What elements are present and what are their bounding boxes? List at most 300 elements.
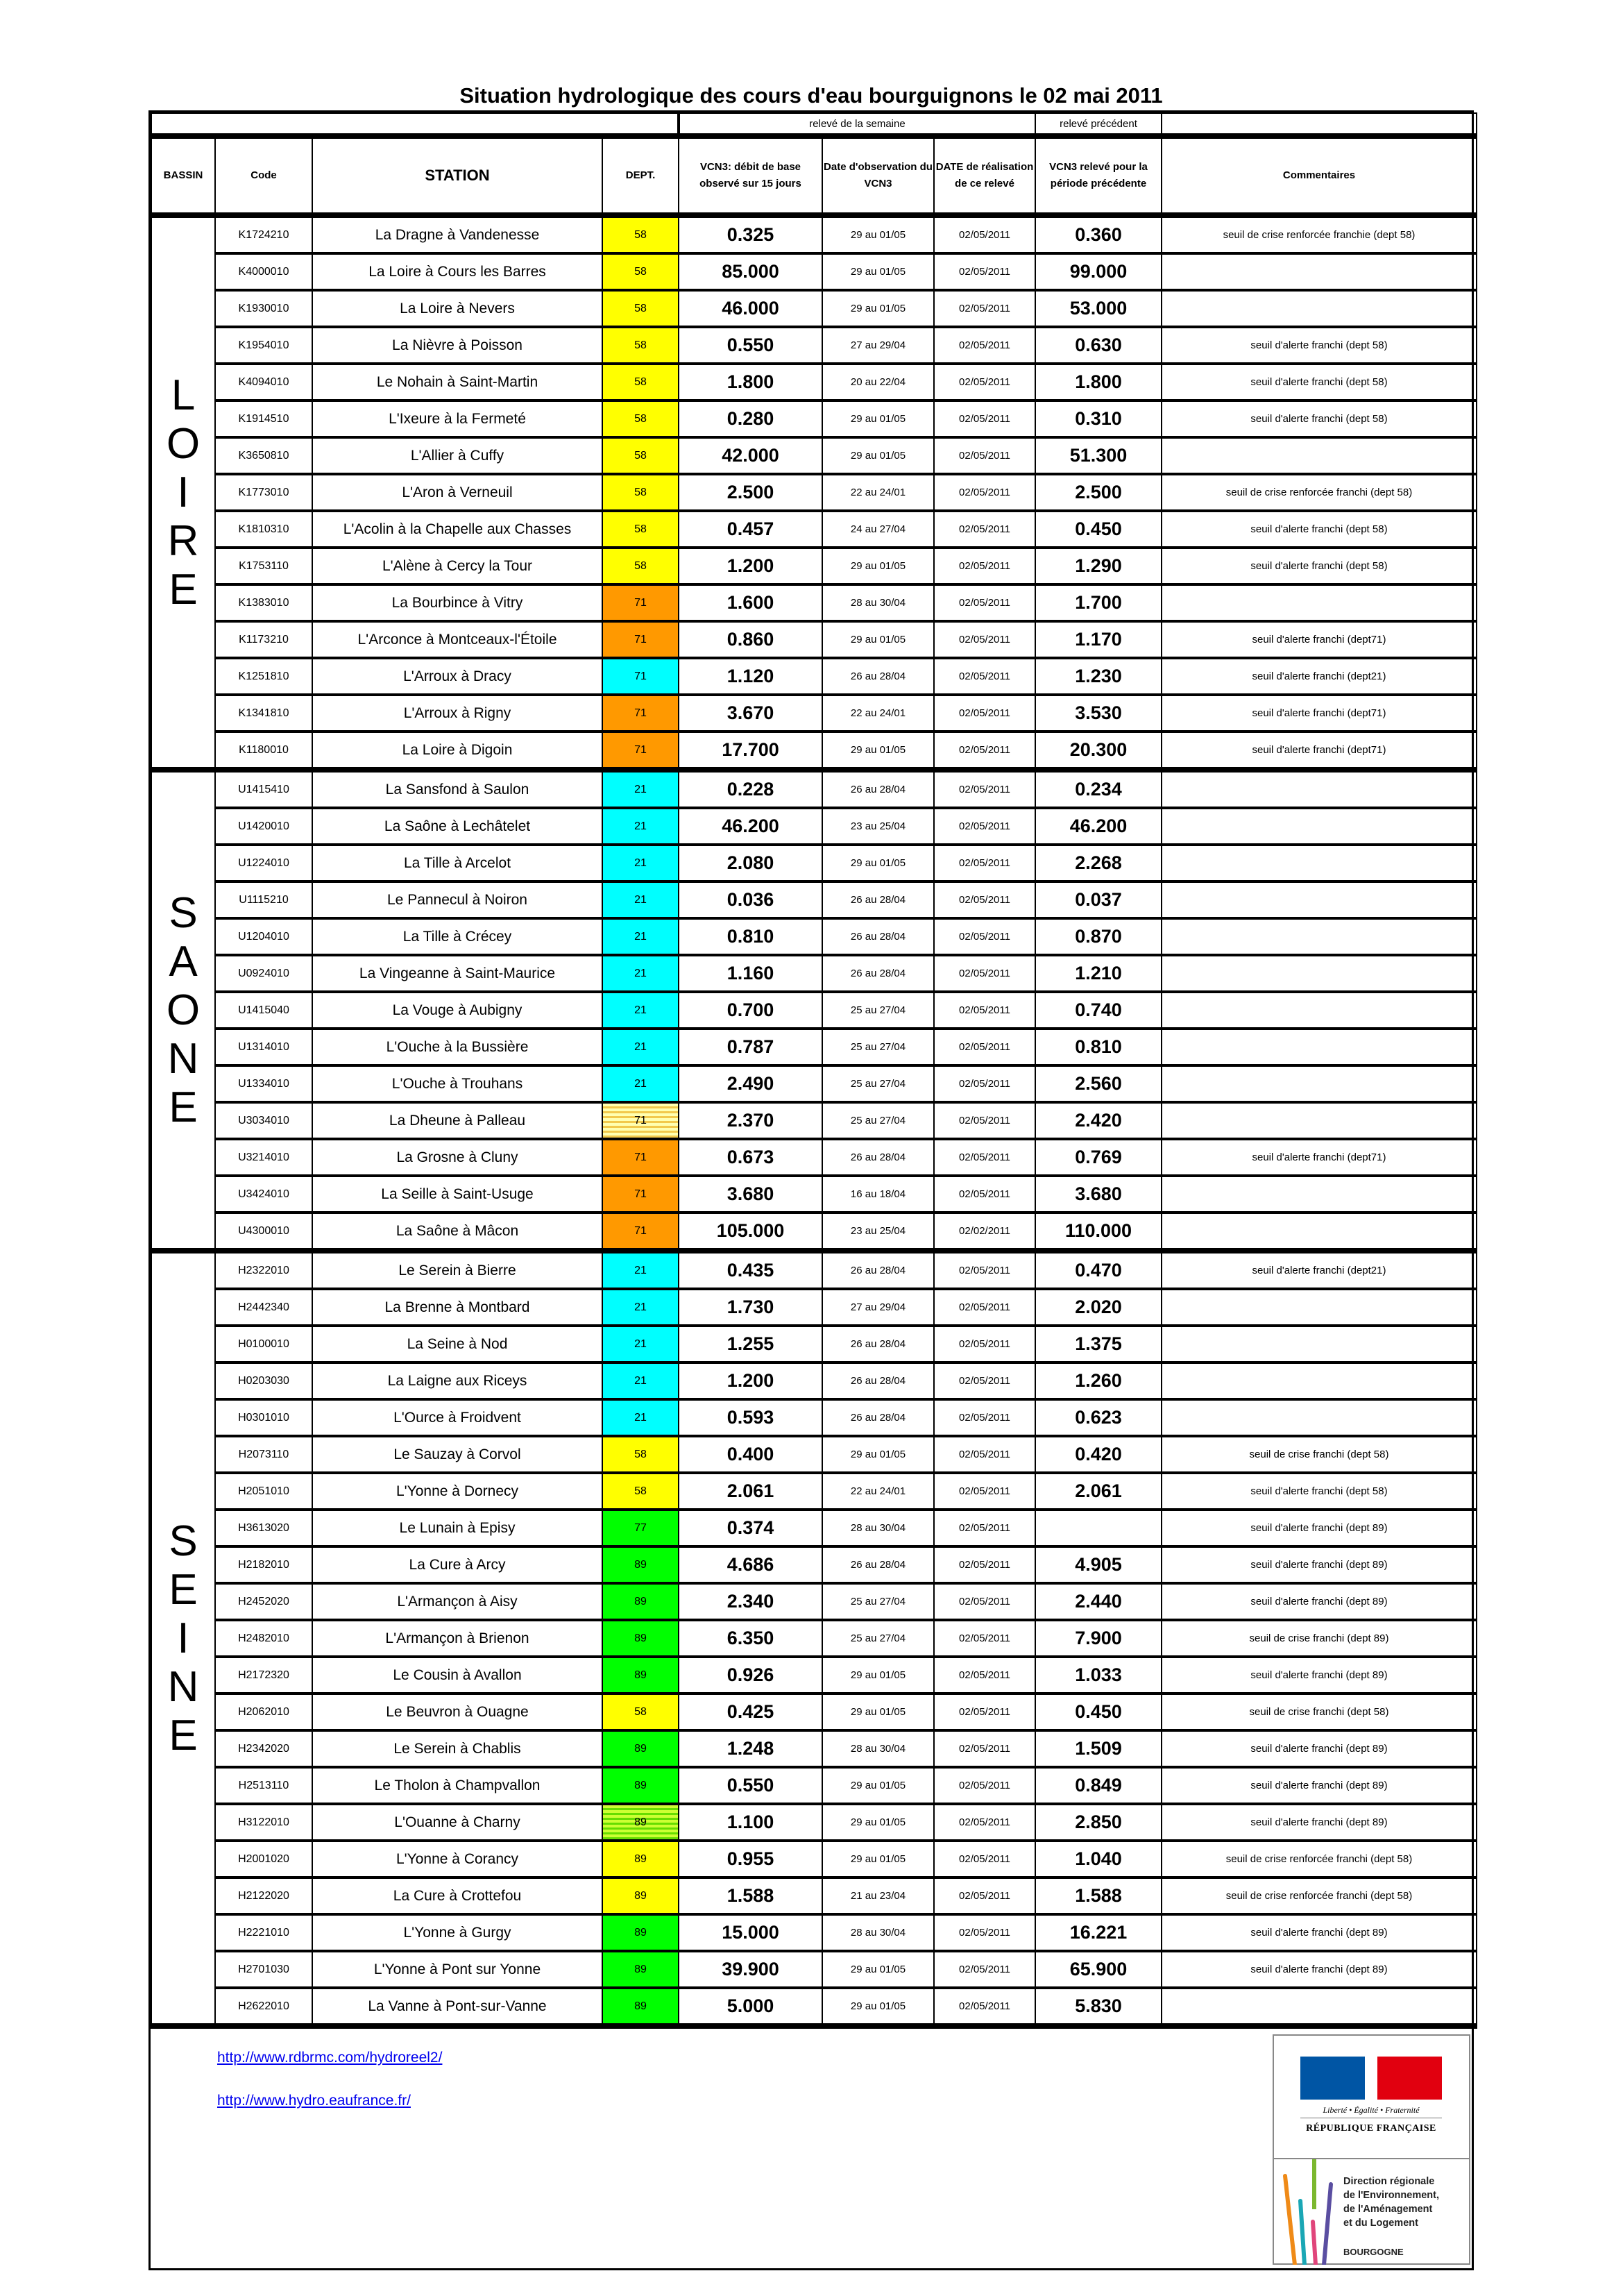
observation-date: 27 au 29/04: [822, 1289, 934, 1326]
realisation-date: 02/05/2011: [934, 253, 1035, 290]
observation-date: 23 au 25/04: [822, 808, 934, 845]
table-row: [151, 474, 1477, 511]
basin-letter: A: [169, 937, 198, 986]
table-row: [151, 1176, 1477, 1213]
comment: [1162, 881, 1477, 918]
comment: seuil d'alerte franchi (dept 58): [1162, 400, 1477, 437]
table-row: [151, 1730, 1477, 1767]
vcn3-value: 2.490: [679, 1065, 822, 1102]
basin-letter: E: [169, 1565, 198, 1614]
vcn3-value: 0.593: [679, 1399, 822, 1436]
previous-vcn3-value: 0.450: [1035, 511, 1162, 548]
previous-vcn3-value: 0.360: [1035, 215, 1162, 253]
dept-cell: 71: [602, 1176, 679, 1213]
dreal-region: BOURGOGNE: [1343, 2247, 1404, 2257]
previous-vcn3-value: 2.440: [1035, 1583, 1162, 1620]
station-code: H0301010: [215, 1399, 312, 1436]
station-code: K1930010: [215, 290, 312, 327]
dept-cell: 21: [602, 1326, 679, 1362]
vcn3-value: 0.425: [679, 1694, 822, 1730]
observation-date: 28 au 30/04: [822, 1510, 934, 1546]
table-row: [151, 1399, 1477, 1436]
vcn3-value: 0.280: [679, 400, 822, 437]
comment: seuil d'alerte franchi (dept 89): [1162, 1804, 1477, 1841]
table-row: [151, 1767, 1477, 1804]
station-name: La Tille à Crécey: [312, 918, 602, 955]
comment: seuil d'alerte franchi (dept71): [1162, 732, 1477, 770]
dept-cell: 58: [602, 1694, 679, 1730]
vcn3-value: 1.200: [679, 1362, 822, 1399]
realisation-date: 02/05/2011: [934, 808, 1035, 845]
realisation-date: 02/05/2011: [934, 955, 1035, 992]
previous-vcn3-value: 1.700: [1035, 584, 1162, 621]
dept-cell: 71: [602, 1102, 679, 1139]
dept-cell: 71: [602, 584, 679, 621]
table-row: [151, 1583, 1477, 1620]
station-name: La Vanne à Pont-sur-Vanne: [312, 1988, 602, 2026]
realisation-date: 02/05/2011: [934, 1914, 1035, 1951]
station-code: H2452020: [215, 1583, 312, 1620]
realisation-date: 02/05/2011: [934, 881, 1035, 918]
observation-date: 26 au 28/04: [822, 955, 934, 992]
observation-date: 29 au 01/05: [822, 845, 934, 881]
vcn3-value: 0.228: [679, 770, 822, 808]
observation-date: 29 au 01/05: [822, 253, 934, 290]
dept-cell: 58: [602, 474, 679, 511]
previous-vcn3-value: 110.000: [1035, 1213, 1162, 1251]
vcn3-value: 0.810: [679, 918, 822, 955]
realisation-date: 02/05/2011: [934, 918, 1035, 955]
station-name: L'Armançon à Brienon: [312, 1620, 602, 1657]
station-name: L'Yonne à Gurgy: [312, 1914, 602, 1951]
table-row: [151, 992, 1477, 1029]
comment: seuil d'alerte franchi (dept71): [1162, 1139, 1477, 1176]
dept-cell: 71: [602, 621, 679, 658]
comment: [1162, 437, 1477, 474]
realisation-date: 02/05/2011: [934, 1546, 1035, 1583]
table-row: [151, 584, 1477, 621]
observation-date: 29 au 01/05: [822, 1951, 934, 1988]
previous-vcn3-value: 0.470: [1035, 1251, 1162, 1289]
previous-vcn3-value: 1.375: [1035, 1326, 1162, 1362]
col-header-dept: DEPT.: [602, 136, 679, 215]
dept-cell: 21: [602, 1029, 679, 1065]
station-code: H2051010: [215, 1473, 312, 1510]
vcn3-value: 2.370: [679, 1102, 822, 1139]
dept-cell: 89: [602, 1583, 679, 1620]
station-name: La Nièvre à Poisson: [312, 327, 602, 364]
comment: [1162, 1176, 1477, 1213]
header-band-blank: [151, 113, 679, 136]
observation-date: 29 au 01/05: [822, 1804, 934, 1841]
previous-vcn3-value: 4.905: [1035, 1546, 1162, 1583]
vcn3-value: 0.457: [679, 511, 822, 548]
observation-date: 29 au 01/05: [822, 621, 934, 658]
table-row: [151, 400, 1477, 437]
observation-date: 26 au 28/04: [822, 770, 934, 808]
vcn3-value: 2.500: [679, 474, 822, 511]
dreal-block: [1274, 2159, 1469, 2263]
table-row: [151, 1065, 1477, 1102]
station-name: La Loire à Digoin: [312, 732, 602, 770]
previous-vcn3-value: 1.588: [1035, 1877, 1162, 1914]
realisation-date: 02/05/2011: [934, 1436, 1035, 1473]
col-header-real-date: DATE de réalisation de ce relevé: [934, 136, 1035, 215]
vcn3-value: 0.700: [679, 992, 822, 1029]
dept-cell: 21: [602, 992, 679, 1029]
table-row: [151, 437, 1477, 474]
station-code: U3424010: [215, 1176, 312, 1213]
footer: [151, 2029, 1472, 2268]
dept-cell: 71: [602, 658, 679, 695]
basin-letter: O: [166, 986, 201, 1034]
observation-date: 25 au 27/04: [822, 1102, 934, 1139]
realisation-date: 02/05/2011: [934, 1102, 1035, 1139]
dept-cell: 58: [602, 253, 679, 290]
dept-cell: 21: [602, 1251, 679, 1289]
observation-date: 29 au 01/05: [822, 548, 934, 584]
vcn3-value: 6.350: [679, 1620, 822, 1657]
table-row: [151, 364, 1477, 400]
previous-vcn3-value: 65.900: [1035, 1951, 1162, 1988]
dept-cell: 21: [602, 808, 679, 845]
vcn3-value: 0.435: [679, 1251, 822, 1289]
vcn3-value: 0.374: [679, 1510, 822, 1546]
vcn3-value: 85.000: [679, 253, 822, 290]
dept-cell: 58: [602, 364, 679, 400]
realisation-date: 02/05/2011: [934, 327, 1035, 364]
comment: [1162, 992, 1477, 1029]
station-code: H3613020: [215, 1510, 312, 1546]
observation-date: 26 au 28/04: [822, 1326, 934, 1362]
dept-cell: 89: [602, 1657, 679, 1694]
previous-vcn3-value: 5.830: [1035, 1988, 1162, 2026]
station-code: K1341810: [215, 695, 312, 732]
previous-vcn3-value: 1.290: [1035, 548, 1162, 584]
vcn3-value: 3.670: [679, 695, 822, 732]
previous-vcn3-value: 2.850: [1035, 1804, 1162, 1841]
vcn3-value: 0.860: [679, 621, 822, 658]
observation-date: 28 au 30/04: [822, 1914, 934, 1951]
previous-vcn3-value: 0.630: [1035, 327, 1162, 364]
basin-letter: E: [169, 565, 198, 614]
table-row: [151, 1362, 1477, 1399]
table-row: [151, 1951, 1477, 1988]
realisation-date: 02/05/2011: [934, 1804, 1035, 1841]
vcn3-value: 15.000: [679, 1914, 822, 1951]
station-code: K1724210: [215, 215, 312, 253]
station-name: La Vouge à Aubigny: [312, 992, 602, 1029]
col-header-obs-date: Date d'observation du VCN3: [822, 136, 934, 215]
station-code: U1115210: [215, 881, 312, 918]
observation-date: 26 au 28/04: [822, 1251, 934, 1289]
previous-vcn3-value: 0.234: [1035, 770, 1162, 808]
station-name: La Dheune à Palleau: [312, 1102, 602, 1139]
dept-cell: 58: [602, 437, 679, 474]
previous-vcn3-value: 1.170: [1035, 621, 1162, 658]
dept-cell: 71: [602, 1139, 679, 1176]
station-code: H2073110: [215, 1436, 312, 1473]
station-name: La Cure à Crottefou: [312, 1877, 602, 1914]
observation-date: 26 au 28/04: [822, 918, 934, 955]
realisation-date: 02/05/2011: [934, 1326, 1035, 1362]
comment: [1162, 1988, 1477, 2026]
comment: seuil de crise franchi (dept 58): [1162, 1694, 1477, 1730]
comment: seuil de crise franchi (dept 89): [1162, 1620, 1477, 1657]
comment: seuil d'alerte franchi (dept71): [1162, 621, 1477, 658]
comment: [1162, 253, 1477, 290]
previous-vcn3-value: 0.623: [1035, 1399, 1162, 1436]
observation-date: 22 au 24/01: [822, 1473, 934, 1510]
station-name: Le Sauzay à Corvol: [312, 1436, 602, 1473]
observation-date: 29 au 01/05: [822, 290, 934, 327]
comment: [1162, 584, 1477, 621]
station-code: H2062010: [215, 1694, 312, 1730]
realisation-date: 02/05/2011: [934, 770, 1035, 808]
station-code: H2322010: [215, 1251, 312, 1289]
vcn3-value: 0.550: [679, 1767, 822, 1804]
observation-date: 28 au 30/04: [822, 1730, 934, 1767]
previous-vcn3-value: 16.221: [1035, 1914, 1162, 1951]
station-name: L'Yonne à Corancy: [312, 1841, 602, 1877]
col-header-vcn3: VCN3: débit de base observé sur 15 jours: [679, 136, 822, 215]
header-band-row: [151, 113, 1477, 136]
realisation-date: 02/05/2011: [934, 1767, 1035, 1804]
vcn3-value: 17.700: [679, 732, 822, 770]
realisation-date: 02/05/2011: [934, 1362, 1035, 1399]
observation-date: 20 au 22/04: [822, 364, 934, 400]
station-code: U4300010: [215, 1213, 312, 1251]
table-row: [151, 1139, 1477, 1176]
station-name: La Loire à Nevers: [312, 290, 602, 327]
header-band-empty: [1162, 113, 1477, 136]
dreal-name: Direction régionale de l'Environnement, de l'Aménagement et du Logement: [1343, 2176, 1439, 2229]
previous-vcn3-value: 0.870: [1035, 918, 1162, 955]
previous-vcn3-value: 53.000: [1035, 290, 1162, 327]
station-code: K1914510: [215, 400, 312, 437]
col-header-prev-vcn3: VCN3 relevé pour la période précédente: [1035, 136, 1162, 215]
dept-cell: 21: [602, 955, 679, 992]
link-hydro-eaufrance[interactable]: http://www.hydro.eaufrance.fr/: [217, 2093, 411, 2109]
link-rdbrmc[interactable]: http://www.rdbrmc.com/hydroreel2/: [217, 2050, 443, 2066]
observation-date: 29 au 01/05: [822, 400, 934, 437]
observation-date: 29 au 01/05: [822, 1841, 934, 1877]
previous-vcn3-value: 1.260: [1035, 1362, 1162, 1399]
table-row: [151, 1436, 1477, 1473]
table-row: [151, 1213, 1477, 1251]
dept-cell: 58: [602, 511, 679, 548]
vcn3-value: 42.000: [679, 437, 822, 474]
basin-label: [151, 770, 215, 1251]
comment: seuil d'alerte franchi (dept21): [1162, 658, 1477, 695]
previous-vcn3-value: 3.530: [1035, 695, 1162, 732]
dept-cell: 21: [602, 1362, 679, 1399]
basin-letter: I: [177, 468, 189, 516]
station-code: H2221010: [215, 1914, 312, 1951]
station-code: K4000010: [215, 253, 312, 290]
observation-date: 28 au 30/04: [822, 584, 934, 621]
basin-label: [151, 1251, 215, 2026]
comment: [1162, 808, 1477, 845]
vcn3-value: 1.800: [679, 364, 822, 400]
table-row: [151, 253, 1477, 290]
previous-vcn3-value: 1.040: [1035, 1841, 1162, 1877]
previous-vcn3-value: 0.420: [1035, 1436, 1162, 1473]
previous-vcn3-value: 3.680: [1035, 1176, 1162, 1213]
comment: [1162, 1102, 1477, 1139]
vcn3-value: 1.200: [679, 548, 822, 584]
observation-date: 26 au 28/04: [822, 881, 934, 918]
station-name: L'Armançon à Aisy: [312, 1583, 602, 1620]
observation-date: 26 au 28/04: [822, 1139, 934, 1176]
realisation-date: 02/05/2011: [934, 548, 1035, 584]
previous-vcn3-value: 20.300: [1035, 732, 1162, 770]
station-code: K1173210: [215, 621, 312, 658]
basin-letter: S: [169, 888, 198, 937]
previous-vcn3-value: 0.037: [1035, 881, 1162, 918]
dept-cell: 21: [602, 1289, 679, 1326]
station-code: K1810310: [215, 511, 312, 548]
realisation-date: 02/05/2011: [934, 474, 1035, 511]
table-row: [151, 695, 1477, 732]
dept-cell: 77: [602, 1510, 679, 1546]
table-row: [151, 808, 1477, 845]
vcn3-value: 0.787: [679, 1029, 822, 1065]
realisation-date: 02/05/2011: [934, 1510, 1035, 1546]
vcn3-value: 1.588: [679, 1877, 822, 1914]
station-name: L'Allier à Cuffy: [312, 437, 602, 474]
previous-vcn3-value: 0.810: [1035, 1029, 1162, 1065]
observation-date: 25 au 27/04: [822, 1583, 934, 1620]
realisation-date: 02/05/2011: [934, 584, 1035, 621]
station-name: L'Arroux à Dracy: [312, 658, 602, 695]
comment: [1162, 1289, 1477, 1326]
comment: seuil d'alerte franchi (dept 58): [1162, 327, 1477, 364]
dept-cell: 58: [602, 1436, 679, 1473]
realisation-date: 02/05/2011: [934, 1399, 1035, 1436]
vcn3-value: 39.900: [679, 1951, 822, 1988]
observation-date: 26 au 28/04: [822, 1546, 934, 1583]
observation-date: 23 au 25/04: [822, 1213, 934, 1251]
vcn3-value: 1.248: [679, 1730, 822, 1767]
previous-vcn3-value: 1.509: [1035, 1730, 1162, 1767]
previous-vcn3-value: 0.769: [1035, 1139, 1162, 1176]
col-header-code: Code: [215, 136, 312, 215]
observation-date: 29 au 01/05: [822, 437, 934, 474]
comment: seuil d'alerte franchi (dept 89): [1162, 1583, 1477, 1620]
comment: seuil d'alerte franchi (dept 89): [1162, 1546, 1477, 1583]
realisation-date: 02/05/2011: [934, 732, 1035, 770]
dept-cell: 21: [602, 918, 679, 955]
station-code: H2442340: [215, 1289, 312, 1326]
previous-vcn3-value: 46.200: [1035, 808, 1162, 845]
station-code: H2513110: [215, 1767, 312, 1804]
vcn3-value: 1.100: [679, 1804, 822, 1841]
station-name: La Saône à Lechâtelet: [312, 808, 602, 845]
comment: seuil de crise renforcée franchi (dept 58): [1162, 1841, 1477, 1877]
observation-date: 29 au 01/05: [822, 1436, 934, 1473]
dept-cell: 58: [602, 400, 679, 437]
realisation-date: 02/05/2011: [934, 1583, 1035, 1620]
vcn3-value: 0.550: [679, 327, 822, 364]
observation-date: 29 au 01/05: [822, 1767, 934, 1804]
hydrology-table-sheet: [148, 110, 1474, 2270]
comment: seuil d'alerte franchi (dept21): [1162, 1251, 1477, 1289]
dept-cell: 58: [602, 327, 679, 364]
header-band-previous: relevé précédent: [1035, 113, 1162, 136]
station-name: Le Serein à Bierre: [312, 1251, 602, 1289]
station-name: L'Yonne à Dornecy: [312, 1473, 602, 1510]
dept-cell: 58: [602, 1473, 679, 1510]
table-row: [151, 1029, 1477, 1065]
station-code: K4094010: [215, 364, 312, 400]
station-code: K1773010: [215, 474, 312, 511]
table-row: [151, 1326, 1477, 1362]
vcn3-value: 0.673: [679, 1139, 822, 1176]
vcn3-value: 1.120: [679, 658, 822, 695]
comment: seuil d'alerte franchi (dept 58): [1162, 548, 1477, 584]
station-code: U1334010: [215, 1065, 312, 1102]
station-code: H3122010: [215, 1804, 312, 1841]
dept-cell: 89: [602, 1620, 679, 1657]
station-code: U1314010: [215, 1029, 312, 1065]
dept-cell: 21: [602, 1065, 679, 1102]
dept-cell: 21: [602, 770, 679, 808]
comment: seuil de crise renforcée franchie (dept 58): [1162, 215, 1477, 253]
dreal-logo: [1273, 2034, 1470, 2265]
station-code: K1180010: [215, 732, 312, 770]
page-title: Situation hydrologique des cours d'eau bourguignons le 02 mai 2011: [459, 83, 1163, 108]
dept-cell: 89: [602, 1841, 679, 1877]
previous-vcn3-value: 2.560: [1035, 1065, 1162, 1102]
realisation-date: 02/05/2011: [934, 1730, 1035, 1767]
vcn3-value: 5.000: [679, 1988, 822, 2026]
vcn3-value: 1.255: [679, 1326, 822, 1362]
realisation-date: 02/05/2011: [934, 400, 1035, 437]
dept-cell: 89: [602, 1914, 679, 1951]
vcn3-value: 0.325: [679, 215, 822, 253]
comment: seuil de crise franchi (dept 58): [1162, 1436, 1477, 1473]
realisation-date: 02/05/2011: [934, 511, 1035, 548]
comment: seuil d'alerte franchi (dept 89): [1162, 1510, 1477, 1546]
vcn3-value: 0.926: [679, 1657, 822, 1694]
station-code: U1420010: [215, 808, 312, 845]
observation-date: 29 au 01/05: [822, 1988, 934, 2026]
table-row: [151, 955, 1477, 992]
comment: [1162, 1065, 1477, 1102]
realisation-date: 02/02/2011: [934, 1213, 1035, 1251]
realisation-date: 02/05/2011: [934, 1694, 1035, 1730]
comment: seuil de crise renforcée franchi (dept 58): [1162, 474, 1477, 511]
table-row: [151, 1102, 1477, 1139]
realisation-date: 02/05/2011: [934, 1139, 1035, 1176]
comment: seuil d'alerte franchi (dept 58): [1162, 364, 1477, 400]
vcn3-value: 2.080: [679, 845, 822, 881]
table-row: [151, 658, 1477, 695]
dept-cell: 71: [602, 1213, 679, 1251]
dept-cell: 89: [602, 1951, 679, 1988]
vcn3-value: 46.000: [679, 290, 822, 327]
station-code: U0924010: [215, 955, 312, 992]
comment: [1162, 1326, 1477, 1362]
station-name: L'Arroux à Rigny: [312, 695, 602, 732]
dept-cell: 71: [602, 695, 679, 732]
previous-vcn3-value: 2.061: [1035, 1473, 1162, 1510]
table-row: [151, 1988, 1477, 2026]
station-code: H2172320: [215, 1657, 312, 1694]
station-name: La Vingeanne à Saint-Maurice: [312, 955, 602, 992]
logo-motto: Liberté • Égalité • Fraternité: [1300, 2105, 1442, 2118]
